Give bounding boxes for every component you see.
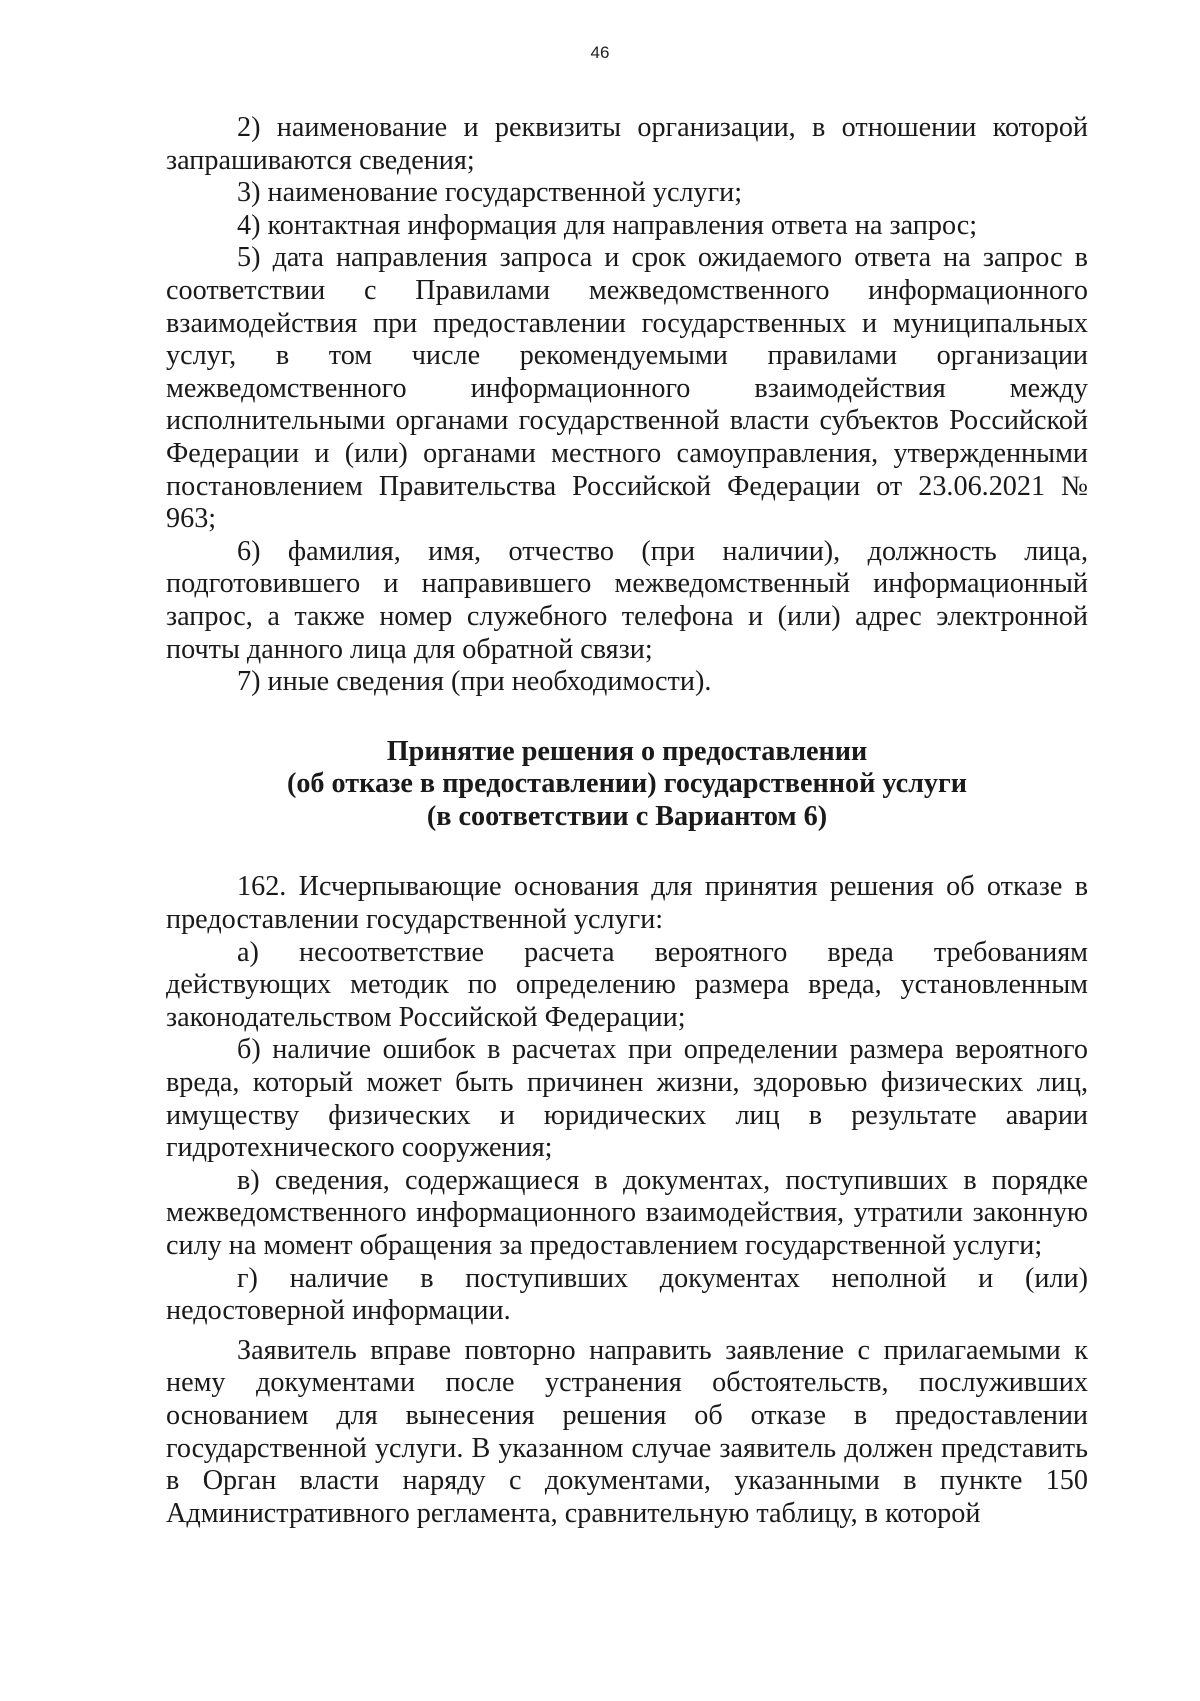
paragraph-item-7: 7) иные сведения (при необходимости). — [237, 666, 712, 698]
section-heading — [166, 736, 1088, 834]
document-body — [166, 112, 1088, 1530]
paragraph-162: 162. Исчерпывающие основания для принятия решения об отказе в предоставлении государственной услуги: — [166, 871, 1088, 936]
page-number: 46 — [590, 43, 610, 62]
paragraph-final: Заявитель вправе повторно направить заявление с прилагаемыми к нему документами после устранения обстоятельств, послуживших основанием для вынесения решения об отказе в предоставлении государственной услуги. В указанном случае заявитель должен представить в Орган власти наряду с документами, указанными в пункте 150 Административного регламента, сравнительную таблицу, в которой — [166, 1334, 1088, 1529]
paragraph-item-3: 3) наименование государственной услуги; — [237, 177, 743, 209]
paragraph-item-a: а) несоответствие расчета вероятного вреда требованиям действующих методик по определению размера вреда, установленным законодательством Российской Федерации; — [166, 936, 1088, 1033]
paragraph-item-6: 6) фамилия, имя, отчество (при наличии), должность лица, подготовившего и направившего межведомственный информационный запрос, а также номер служебного телефона и (или) адрес электронной почты данного лица для обратной связи; — [166, 535, 1088, 665]
paragraph-item-v: в) сведения, содержащиеся в документах, поступивших в порядке межведомственного информационного взаимодействия, утратили законную силу на момент обращения за предоставлением государственной услуги; — [166, 1164, 1088, 1261]
heading-line-2: (об отказе в предоставлении) государственной услуги — [286, 768, 968, 800]
heading-line-3: (в соответствии с Вариантом 6) — [426, 800, 828, 832]
heading-line-1: Принятие решения о предоставлении — [386, 735, 868, 767]
paragraph-item-g: г) наличие в поступивших документах неполной и (или) недостоверной информации. — [166, 1262, 1088, 1327]
paragraph-item-5: 5) дата направления запроса и срок ожидаемого ответа на запрос в соответствии с Правилами межведомственного информационного взаимодействия при предоставлении государственных и муниципальных услуг, в том числе рекомендуемыми правилами организации межведомственного информационного взаимодействия между исполнительными органами государственной власти субъектов Российской Федерации и (или) органами местного самоуправления, утвержденными постановлением Правительства Российской Федерации от 23.06.2021 № 963; — [166, 242, 1088, 535]
paragraph-item-b: б) наличие ошибок в расчетах при определении размера вероятного вреда, который может быть причинен жизни, здоровью физических лиц, имуществу физических и юридических лиц в результате аварии гидротехнического сооружения; — [166, 1034, 1088, 1164]
paragraph-item-2: 2) наименование и реквизиты организации, в отношении которой запрашиваются сведения; — [166, 112, 1088, 176]
paragraph-item-4: 4) контактная информация для направления ответа на запрос; — [237, 209, 978, 241]
